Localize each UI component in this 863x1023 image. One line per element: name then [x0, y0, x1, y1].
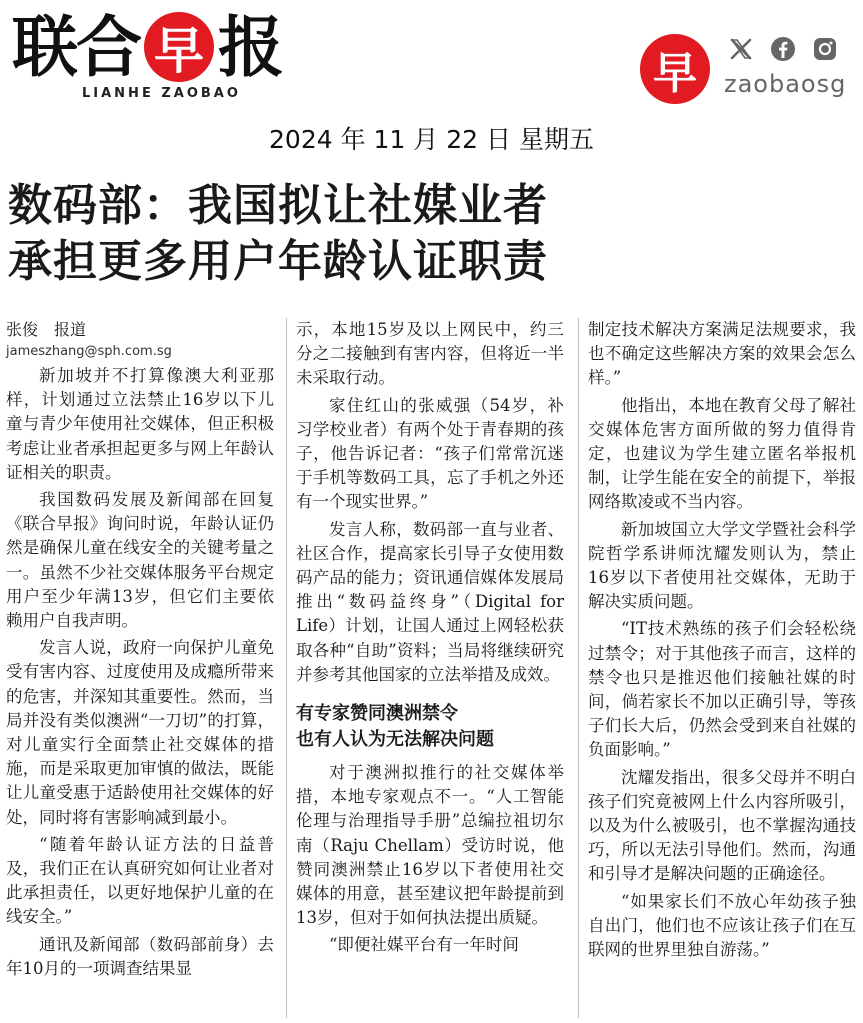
logo-char: 合 [76, 8, 140, 86]
paragraph: 家住红山的张威强（54岁，补习学校业者）有两个处于青春期的孩子，他告诉记者：“孩子们常常沉迷于手机等数码工具，忘了手机之外还有一个现实世界。” [296, 395, 564, 512]
paragraph: “IT技术熟练的孩子们会轻松绕过禁令；对于其他孩子而言，这样的禁令也只是推迟他们接触社媒的时间，倘若家长不加以正确引导，等孩子们长大后，仍然会受到来自社媒的负面影响。” [588, 619, 856, 760]
subheading-line: 也有人认为无法解决问题 [296, 729, 494, 751]
facebook-icon[interactable] [770, 36, 796, 62]
masthead [0, 0, 863, 112]
byline: 张俊 报道 [6, 320, 87, 339]
social-icons [728, 36, 838, 62]
author-email[interactable]: jameszhang@sph.com.sg [6, 344, 172, 359]
paragraph: “即便社媒平台有一年时间 [329, 935, 519, 955]
article-column-3 [588, 318, 856, 965]
paragraph: 他指出，本地在教育父母了解社交媒体危害方面所做的努力值得肯定，也建议为学生建立匿名举报机制，让学生能在安全的前提下，举报网络欺凌或不当内容。 [588, 395, 856, 512]
paragraph-continued: 示，本地15岁及以上网民中，约三分之二接触到有害内容，但将近一半未采取行动。 [296, 320, 564, 388]
x-icon[interactable] [728, 36, 754, 62]
publication-date: 2024 年 11 月 22 日 星期五 [269, 125, 594, 154]
paragraph: “随着年龄认证方法的日益普及，我们正在认真研究如何让业者对此承担责任，以更好地保护儿童的在线安全。” [6, 834, 274, 927]
paragraph: “如果家长们不放心年幼孩子独自出门，他们也不应该让孩子们在互联网的世界里独自游荡。” [588, 891, 856, 960]
paragraph: 通讯及新闻部（数码部前身）去年10月的一项调查结果显 [6, 934, 274, 978]
paragraph: 发言人称，数码部一直与业者、社区合作，提高家长引导子女使用数码产品的能力；资讯通信媒体发展局推出“数码益终身”（Digital for Life）计划，让国人通过上网轻松获取各种“自助”资料；当局将继续研究并参考其他国家的立法举措及成效。 [296, 519, 564, 684]
subheading [296, 701, 564, 753]
headline [8, 178, 858, 290]
paragraph: 新加坡并不打算像澳大利亚那样，计划通过立法禁止16岁以下儿童与青少年使用社交媒体，但正积极考虑让业者承担起更多与网上年龄认证相关的职责。 [6, 366, 274, 482]
article-column-2 [296, 318, 564, 961]
paragraph: 发言人说，政府一向保护儿童免受有害内容、过度使用及成瘾所带来的危害，并深知其重要性。然而，当局并没有类似澳洲“一刀切”的打算，对儿童实行全面禁止社交媒体的措施，而是采取更加审慎的做法，既能让儿童受惠于适龄使用社交媒体的好处，同时将有害影响减到最小。 [6, 638, 274, 827]
zaobao-brand-icon: 早 [640, 34, 710, 104]
logo-zao-circle: 早 [144, 12, 214, 82]
column-divider [578, 318, 579, 1018]
logo-char: 联 [12, 8, 76, 86]
logo-char: 报 [218, 8, 282, 86]
paragraph: 我国数码发展及新闻部在回复《联合早报》询问时说，年龄认证仍然是确保儿童在线安全的关键考量之一。虽然不少社交媒体服务平台规定用户至少年满13岁，但它们主要依赖用户自我声明。 [6, 490, 274, 631]
paragraph-continued: 制定技术解决方案满足法规要求，我也不确定这些解决方案的效果会怎么样。” [588, 320, 856, 388]
social-handle: zaobaosg [724, 70, 847, 98]
paragraph: 新加坡国立大学文学暨社会科学院哲学系讲师沈耀发则认为，禁止16岁以下者使用社交媒体，无助于解决实质问题。 [588, 519, 856, 612]
headline-line: 数码部：我国拟让社媒业者 [8, 180, 548, 231]
instagram-icon[interactable] [812, 36, 838, 62]
headline-line: 承担更多用户年龄认证职责 [8, 236, 548, 287]
newspaper-logo [12, 8, 282, 86]
logo-english: LIANHE ZAOBAO [82, 86, 241, 101]
subheading-line: 有专家赞同澳洲禁令 [296, 703, 458, 725]
column-divider [286, 318, 287, 1018]
paragraph: 沈耀发指出，很多父母并不明白孩子们究竟被网上什么内容所吸引，以及为什么被吸引，也不掌握沟通技巧，所以无法引导他们。然而，沟通和引导才是解决问题的正确途径。 [588, 767, 856, 884]
article-column-1 [6, 318, 274, 984]
paragraph: 对于澳洲拟推行的社交媒体举措，本地专家观点不一。“人工智能伦理与治理指导手册”总编拉祖切尔南（Raju Chellam）受访时说，他赞同澳洲禁止16岁以下者使用社交媒体的用意，甚至建议把年龄提前到13岁，但对于如何执法提出质疑。 [296, 763, 564, 928]
